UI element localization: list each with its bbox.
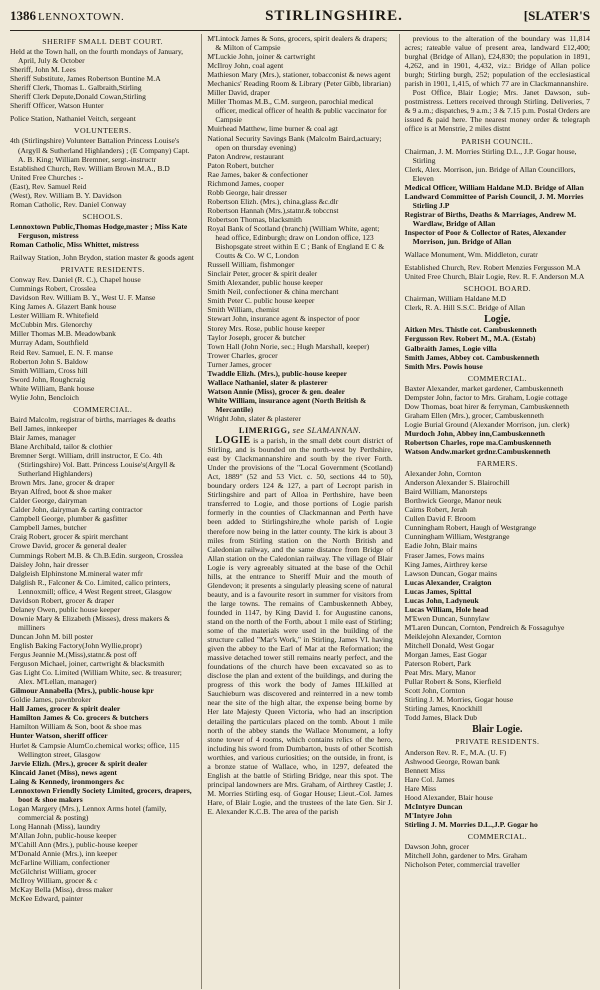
directory-entry: Blair James, manager [10, 432, 76, 442]
column-1 [10, 34, 195, 989]
directory-entry: McIlroy William, grocer & c [10, 876, 98, 886]
directory-entry: Paterson Robert, Park [404, 659, 472, 669]
directory-entry: Baird William, Manorsteps [404, 487, 488, 497]
directory-entry: Clerk, Alex. Morrison, jun. Bridge of Allan Councillors, Eleven [404, 164, 576, 183]
directory-entry: Wright John, slater & plasterer [207, 413, 301, 423]
directory-entry: Aitken Mrs. Thistle cot. Cambuskenneth [404, 325, 537, 335]
directory-entry: Inspector of Poor & Collector of Rates, Alexander Morrison, jun. Bridge of Allan [404, 227, 567, 247]
directory-entry: Logie Burial Ground (Alexander Morrison, jun. clerk) [404, 419, 570, 429]
directory-entry: Meiklejohn Alexander, Cornton [404, 631, 502, 641]
directory-entry: Hunter Watson, sheriff officer [10, 731, 108, 741]
directory-entry: Paton Robert, butcher [207, 160, 274, 170]
directory-entry: Smith Neil, confectioner & china merchant [207, 287, 339, 297]
directory-entry: Established Church, Rev. William Brown M.A., B.D [10, 163, 170, 173]
directory-entry: Mitchell Donald, West Gogar [404, 641, 495, 650]
directory-entry: Held at the Town hall, on the fourth mondays of January, April, July & October [10, 47, 184, 66]
directory-entry: Morgan James, East Gogar [404, 650, 487, 660]
directory-entry: Wylie John, Bencloich [10, 392, 79, 402]
directory-entry: Lucas John, Ladyneuk [404, 595, 479, 605]
directory-entry: Crowe David, grocer & general dealer [10, 541, 127, 551]
directory-entry: Long Hannah (Miss), laundry [10, 821, 101, 831]
directory-entry: Hurlet & Campsie AlumCo.chemical works; office, 115 Wellington street, Glasgow [10, 740, 180, 759]
directory-entry: Daisley John, hair dresser [10, 559, 89, 569]
directory-entry: Sheriff, John M. Lees [10, 65, 76, 75]
directory-entry: Sheriff Clerk Depute,Donald Cowan,Stirling [10, 92, 146, 102]
limerigg-title: LIMERIGG, [238, 426, 291, 436]
section-heading: COMMERCIAL. [73, 404, 133, 414]
directory-entry: Dalgleish Elphinstone M.mineral water mfr [10, 568, 143, 578]
directory-entry: Wallace Nathaniel, slater & plasterer [207, 377, 328, 387]
directory-entry: Stirling J. M. Morries D.L.,J.P. Gogar ho [404, 819, 538, 829]
directory-entry: Russell William, fishmonger [207, 260, 295, 270]
directory-entry: Landward Committee of Parish Council, J. M. Morries Stirling J.P [404, 191, 584, 210]
directory-entry: Davidson Robert, grocer & draper [10, 595, 114, 605]
directory-entry: Wallace Monument, Wm. Middleton, curatr [404, 250, 538, 260]
directory-entry: Bremner Sergt. William, drill instructor, E Co. 4th (Stirlingshire) Vol. Batt. Princess Louise's(Argyll & Sutherland Highlanders) [10, 451, 176, 479]
logie-lead: LOGIE [215, 435, 251, 447]
directory-entry: McIlroy John, coal agent [207, 61, 284, 71]
directory-entry: Murray Adam, Southfield [10, 338, 89, 348]
directory-entry: Sheriff Clerk, Thomas L. Galbraith,Stirling [10, 83, 142, 93]
directory-entry: Baxter Alexander, market gardener, Cambuskenneth [404, 383, 564, 393]
directory-entry: Kincaid Janet (Miss), news agent [10, 767, 117, 777]
logie-text: is a parish, in the small debt court district of Stirling, and is bounded on the north-west by Perthshire, east by Clackmannanshire and south by the river Forth. Under the provisions of the "Local Government (Scotland) Act, 1889" (52 and 53 Vict. c. 50, sections 44 to 50), boundary orders 124 & 127, a part of Lecropt parish in Stirlingshire and part of Alloa in Perthshire, have been transferred to Logie, and those portions of Logie parish formerly in the counties of Clackmannan and Perth have been added to Stirlingshire,the whole parish of Logie therefore now being in the latter county. The kirk is about 3 miles from Stirling station on the North British and Caledonian railway, and the same distance from Bridge of Allan station on the Caledonian railway. The village of Blair Logie is very agreeably situated at the base of the Ochil hills, at the entrance to Sheriff Muir and the mouth of Glendevon; it presents a singularly pleasing scene of natural beauty, and is a favourite resort in summer for visitors from the large towns. The remains of Cambuskenneth Abbey, founded in 1147, by King David I. for Augustine canons, stand on the north of the Forth, about 1 mile east of Stirling; some of the materials were used in the building of the structure called "Mar's Work," in Stirling, James VI. having given the abbey to the Earl of Mar at the Reformation; the massive detached tower still remains nearly perfect, and the foundations of the church have been excavated so as to disclose the plan and extent of the buildings, and during the progress of this work the body of James III.killed at Sauchieburn was discovered and reinterred in a new tomb near the site of the high altar, the expense being borne by Her late Majesty Queen Victoria, who had an inscription detailing the particulars placed on the tomb. About 1 mile north of the abbey stands the Wallace Monument, a lofty stone tower of 4 rooms, which contains relics of the hero, including his sword from Dumbarton, busts of other Scottish worthies, and various curiosities; on the outside, in front, is a bronze statue of Wallace, who, in 1297, defeated the English at the battle of Stirling Bridge, near this spot. The principal landowners are Mrs. Graham, of Airthrey Castle; J. M. Morries Stirling esq. of Gogar House; Lieut.-Col. James Hare, of Blair Logie, and the trustees of the late Gen. Sir J. E. Alexander K.C.B. The area of the parish [207, 436, 393, 816]
directory-entry: Chairman, William Haldane M.D [404, 294, 507, 304]
paragraph: Post Office, Blair Logie; Mrs. Janet Dawson, sub-postmistress. Letters received through Stirling. Deliveries, 7 & 9 a.m.; dispatches, 9 a.m.; 3 & 7.15 p.m. Postal Orders are issued & paid here. The nearest money order & telegraph office is at Menstrie, 2 miles distnt [404, 88, 590, 134]
limerigg-ref: see SLAMANNAN. [292, 426, 362, 436]
directory-entry: Railway Station, John Brydon, station master & goods agent [10, 253, 194, 263]
directory-entry: Watson Annie (Miss), grocer & gen. dealer [207, 386, 345, 396]
directory-entry: Taylor Joseph, grocer & butcher [207, 332, 306, 342]
directory-entry: Campbell George, plumber & gasfitter [10, 514, 128, 524]
directory-entry: Robertson Hannah (Mrs.),statnr.& tobccnst [207, 205, 339, 215]
directory-entry: M'Donald Annie (Mrs.), inn keeper [10, 849, 118, 859]
directory-entry: Goldie James, pawnbroker [10, 695, 92, 705]
directory-entry: Roberton John S. Baldow [10, 356, 89, 366]
publisher-mark: [SLATER'S [523, 8, 590, 23]
directory-entry: Craig Robert, grocer & spirit merchant [10, 532, 129, 542]
directory-entry: Gas Light Co. Limited (William White, sec. & treasurer; Alex. M'Lellan, manager) [10, 668, 182, 687]
directory-entry: Lawson Duncan, Gogar mains [404, 568, 498, 578]
section-heading: COMMERCIAL. [467, 373, 527, 383]
directory-entry: Anderson Rev. R. F., M.A. (U. F) [404, 747, 507, 757]
directory-entry: Murdoch John, Abbey inn,Cambuskenneth [404, 428, 545, 438]
limerigg-heading [207, 426, 392, 435]
directory-entry: Brown Mrs. Jane, grocer & draper [10, 478, 115, 488]
directory-entry: Smith William, chemist [207, 305, 280, 315]
directory-entry: M'Cahill Ann (Mrs.), public-house keeper [10, 840, 138, 850]
directory-entry: Davidson Rev. William B. Y., West U. F. Manse [10, 293, 156, 303]
directory-entry: Sinclair Peter, grocer & spirit dealer [207, 269, 318, 279]
directory-entry: White William, Bank house [10, 383, 95, 393]
directory-entry: King James A. Glazert Bank house [10, 302, 117, 312]
directory-entry: Cullen David F. Broom [404, 514, 476, 524]
directory-entry: Peat Mrs. Mary, Manor [404, 668, 476, 678]
directory-entry: Laing & Kennedy, ironmongers &c [10, 776, 125, 786]
directory-entry: Smith Alexander, public house keeper [207, 278, 323, 288]
directory-entry: Bell James, innkeeper [10, 423, 77, 433]
directory-entry: Dalglish R., Falconer & Co. Limited, calico printers, Lennoxmill; office, 4 West Regent street, Glasgow [10, 577, 172, 596]
directory-entry: Ferguson Michael, joiner, cartwright & blacksmith [10, 659, 165, 669]
directory-entry: Stirling J. M. Morries, Gogar house [404, 695, 514, 705]
directory-entry: United Free Church, Blair Logie, Rev. R. F. Anderson M.A [404, 272, 585, 282]
directory-entry: Robertson Elizh. (Mrs.), china,glass &c.dlr [207, 196, 339, 206]
logie-description [207, 436, 392, 816]
directory-entry: McIntyre Duncan [404, 801, 463, 811]
directory-entry: Baird Malcolm, registrar of births, marriages & deaths [10, 414, 176, 424]
directory-entry: Jarvie Elizh. (Mrs.), grocer & spirit dealer [10, 758, 148, 768]
directory-entry: Dow Thomas, boat hirer & ferryman, Cambuskenneth [404, 401, 570, 411]
directory-entry: (West), Rev. William B. Y. Davidson [10, 190, 122, 200]
directory-entry: Eadie John, Blair mains [404, 541, 478, 551]
directory-entry: Mathieson Mary (Mrs.), stationer, tobacconist & news agent [207, 70, 391, 80]
directory-entry: McKay Bella (Miss), dress maker [10, 885, 113, 895]
directory-entry: Hare Col. James [404, 774, 455, 784]
directory-entry: Robertson Charles, rope ma.Cambuskenneth [404, 437, 552, 447]
directory-entry: Hood Alexander, Blair house [404, 792, 493, 802]
directory-entry: McGilchrist William, grocer [10, 867, 97, 877]
directory-entry: Hamilton William & Son, boot & shoe mas [10, 722, 142, 732]
directory-entry: Trower Charles, grocer [207, 350, 278, 360]
directory-entry: Sword John, Roughcraig [10, 374, 86, 384]
directory-entry: Town Hall (John Norie, sec.; Hugh Marshall, keeper) [207, 341, 370, 351]
directory-entry: Scott John, Cornton [404, 686, 466, 696]
directory-entry: Mechanics' Reading Room & Library (Peter Gibb, librarian) [207, 79, 391, 89]
directory-entry: Cummings Robert, Crosslea [10, 284, 96, 294]
directory-entry: Cairns Robert, Jerah [404, 505, 467, 515]
directory-entry: Roman Catholic, Rev. Daniel Conway [10, 199, 127, 209]
directory-entry: Roman Catholic, Miss Whittet, mistress [10, 239, 139, 249]
section-heading: SHERIFF SMALL DEBT COURT. [42, 37, 164, 46]
paragraph: previous to the alteration of the boundary was 11,814 acres; rateable value of present area, landward £12,400; burghal (Bridge of Allan), £24,830; the population in 1891, 4,262, and in 1901, 4,432, viz.: Bridge of Allan police burgh; Stirling burgh, 252; population of the ecclesiastical parish in 1901, 1,415, of which 77 are in Clackmannanshire. [404, 34, 590, 89]
directory-entry: Downie Mary & Elizabeth (Misses), dress makers & milliners [10, 613, 170, 632]
directory-entry: M'Ewen Duncan, Sunnylaw [404, 613, 490, 623]
directory-entry: Royal Bank of Scotland (branch) (William White, agent; head office, Edinburgh; draw on London office, 123 Bishopsgate street within E C ; Bank of England E C & Coutts & Co. W C, London [207, 223, 385, 261]
county-title: STIRLINGSHIRE. [265, 8, 403, 24]
columns [10, 34, 590, 989]
directory-entry: Todd James, Black Dub [404, 713, 478, 723]
directory-entry: Nicholson Peter, commercial traveller [404, 860, 520, 870]
directory-entry: Sheriff Officer, Watson Hunter [10, 101, 104, 111]
directory-entry: Logan Margery (Mrs.), Lennox Arms hotel (family, commercial & posting) [10, 803, 167, 822]
directory-entry: Gilmour Annabella (Mrs.), public-house kpr [10, 686, 154, 696]
directory-entry: Storey Mrs. Rose, public house keeper [207, 323, 325, 333]
directory-entry: M'Allan John, public-house keeper [10, 830, 117, 840]
place-heading: Logie. [484, 314, 511, 326]
directory-entry: Anderson Alexander S. Blairochill [404, 478, 510, 488]
section-heading: SCHOOL BOARD. [463, 284, 531, 294]
directory-entry: Lester William R. Whitefield [10, 311, 99, 321]
directory-entry: Ashwood George, Rowan bank [404, 756, 500, 766]
directory-entry: Smith William, Cross hill [10, 365, 88, 375]
directory-entry: King James, Airthrey kerse [404, 559, 488, 569]
directory-entry: Cummings Robert M.B. & Ch.B.Edin. surgeon, Crosslea [10, 550, 183, 560]
column-3 [399, 34, 590, 989]
directory-entry: Richmond James, cooper [207, 178, 284, 188]
directory-entry: Hamilton James & Co. grocers & butchers [10, 713, 149, 723]
directory-entry: Fraser James, Fows mains [404, 550, 485, 560]
directory-entry: (East), Rev. Samuel Reid [10, 181, 87, 191]
directory-entry: Smith James, Abbey cot. Cambuskenneth [404, 352, 540, 362]
directory-entry: Alexander John, Cornton [404, 469, 482, 479]
directory-entry: Fergus Jeannie M.(Miss),statnr.& post off [10, 650, 137, 660]
directory-entry: Stirling James, Knockhill [404, 704, 483, 714]
directory-entry: Rae James, baker & confectioner [207, 169, 308, 179]
directory-entry: Lucas James, Spittal [404, 586, 472, 596]
directory-entry: 4th (Stirlingshire) Volunteer Battalion Princess Louise's (Argyll & Sutherland Highlanders) ; (E Company) Capt. A. B. King; William Bremner, sergt.-instructr [10, 136, 190, 164]
directory-entry: M'Intyre John [404, 810, 452, 820]
directory-entry: White William, insurance agent (North British & Mercantile) [207, 395, 367, 414]
directory-entry: Reid Rev. Samuel, E. N. F. manse [10, 347, 113, 357]
directory-entry: Graham Ellen (Mrs.), grocer, Cambuskenneth [404, 410, 544, 420]
directory-entry: Robb George, hair dresser [207, 187, 287, 197]
directory-entry: M'Lintock James & Sons, grocers, spirit dealers & drapers; & Milton of Campsie [207, 34, 388, 53]
directory-entry: Bryan Alfred, boot & shoe maker [10, 487, 112, 497]
directory-entry: Paton Andrew, restaurant [207, 151, 284, 161]
directory-entry: Pullar Robert & Sons, Kierfield [404, 677, 502, 687]
directory-entry: Police Station, Nathaniel Veitch, sergeant [10, 114, 136, 124]
directory-entry: Stewart John, insurance agent & inspector of poor [207, 314, 360, 324]
directory-entry: Bennett Miss [404, 765, 445, 775]
directory-entry: Mitchell John, gardener to Mrs. Graham [404, 851, 528, 861]
section-heading: FARMERS. [476, 459, 518, 469]
running-place: LENNOXTOWN. [38, 11, 125, 23]
directory-entry: Hall James, grocer & spirit dealer [10, 704, 121, 714]
directory-entry: Miller Thomas M.B. Meadowbank [10, 329, 116, 339]
section-heading: VOLUNTEERS. [73, 126, 132, 136]
directory-entry: Lennoxtown Public,Thomas Hodge,master ; Miss Kate Ferguson, mistress [10, 221, 188, 240]
directory-entry: Sheriff Substitute, James Robertson Buntine M.A [10, 74, 161, 84]
directory-entry: English Baking Factory(John Wyllie,propr) [10, 641, 142, 650]
directory-entry: Robertson Thomas, blacksmith [207, 214, 302, 224]
directory-entry: Smith Peter C. public house keeper [207, 296, 315, 306]
directory-entry: Miller David, draper [207, 88, 270, 98]
directory-entry: Twaddle Elizh. (Mrs.), public-house keeper [207, 368, 348, 378]
directory-entry: Watson Andw.market grdnr.Cambuskenneth [404, 447, 551, 457]
directory-entry: Hare Miss [404, 783, 437, 793]
column-2 [201, 34, 392, 989]
directory-entry: Conway Rev. Daniel (R. C.), Chapel house [10, 275, 141, 285]
directory-entry: M'Laren Duncan, Cornton, Pendreich & Fossaguhye [404, 622, 565, 632]
directory-entry: Duncan John M. bill poster [10, 631, 93, 641]
directory-entry: Blane Archibald, tailor & clothier [10, 441, 113, 451]
directory-entry: Cunningham William, Westgrange [404, 532, 510, 542]
directory-entry: Established Church, Rev. Robert Menzies Fergusson M.A [404, 263, 581, 273]
page-number: 1386 [10, 8, 36, 23]
section-heading: PRIVATE RESIDENTS. [455, 737, 540, 747]
directory-entry: Lucas Alexander, Craigton [404, 577, 492, 587]
page-header [10, 8, 590, 31]
directory-entry: Calder George, dairyman [10, 496, 87, 506]
directory-entry: National Security Savings Bank (Malcolm Baird,actuary; open on thursday evening) [207, 133, 382, 152]
directory-entry: Medical Officer, William Haldane M.D. Bridge of Allan [404, 182, 584, 192]
directory-entry: Campbell James, butcher [10, 523, 87, 533]
directory-entry: Lucas William, Hole head [404, 604, 489, 614]
directory-entry: Fergusson Rev. Robert M., M.A. (Estab) [404, 334, 536, 344]
directory-entry: Calder John, dairyman & carting contractor [10, 505, 143, 515]
column-2-list [207, 34, 392, 423]
section-heading: SCHOOLS. [82, 211, 123, 221]
place-heading: Blair Logie. [472, 724, 523, 736]
directory-entry: Dempster John, factor to Mrs. Graham, Logie cottage [404, 392, 568, 402]
directory-entry: Smith Mrs. Powis house [404, 361, 483, 371]
directory-entry: McKee Edward, painter [10, 894, 83, 904]
directory-entry: Lennoxtown Friendly Society Limited, grocers, drapers, boot & shoe makers [10, 785, 192, 804]
directory-entry: Borthwick George, Manor neuk [404, 496, 502, 506]
directory-entry: McFarline William, confectioner [10, 858, 110, 868]
section-heading: PARISH COUNCIL. [461, 136, 534, 146]
directory-entry: Miller Thomas M.B., C.M. surgeon, parochial medical officer, medical officer of health & public vaccinator for Campsie [207, 97, 387, 125]
directory-entry: Galbraith James, Logie villa [404, 343, 497, 353]
section-heading: COMMERCIAL. [467, 831, 527, 841]
directory-entry: Chairman, J. M. Morries Stirling D.L., J.P. Gogar house, Stirling [404, 146, 577, 165]
directory-entry: Registrar of Births, Deaths & Marriages, Andrew M. Wardlaw, Bridge of Allan [404, 209, 577, 228]
section-heading: PRIVATE RESIDENTS. [60, 265, 145, 275]
directory-entry: Cunningham Robert, Haugh of Westgrange [404, 523, 537, 533]
directory-entry: Dawson John, grocer [404, 841, 469, 851]
directory-entry: Clerk, R. A. Hill S.S.C. Bridge of Allan [404, 303, 526, 313]
directory-entry: Turner James, grocer [207, 359, 272, 369]
directory-entry: Delaney Owen, public house keeper [10, 604, 120, 614]
directory-entry: United Free Churches :- [10, 172, 84, 182]
directory-entry: McCubbin Mrs. Glenorchy [10, 320, 93, 330]
directory-entry: M'Luckie John, joiner & cartwright [207, 52, 316, 62]
directory-entry: Muirhead Matthew, lime burner & coal agt [207, 124, 338, 134]
